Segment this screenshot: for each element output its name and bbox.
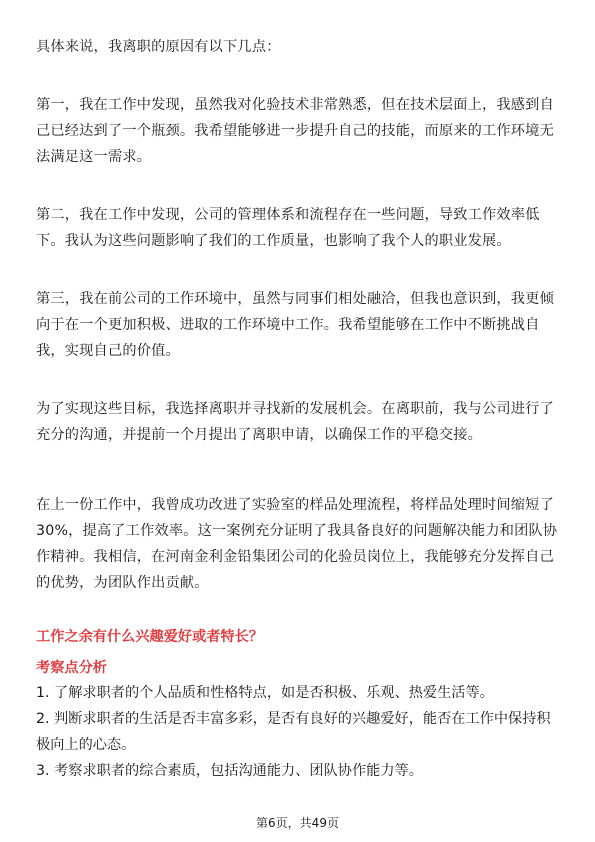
paragraph-intro: 具体来说，我离职的原因有以下几点： [36,39,281,55]
page-number: 第6页，共49页 [256,816,339,830]
list-item: 3. 考察求职者的综合素质，包括沟通能力、团队协作能力等。 [36,763,423,779]
paragraph-achievement: 在上一份工作中，我曾成功改进了实验室的样品处理流程，将样品处理时间缩短了30%，提高了工作效率。这一案例充分证明了我具备良好的问题解决能力和团队协作精神。我相信，在河南金利金铅集团公司的化验员岗位上，我能够充分发挥自己的优势，为团队作出贡献。 [36,497,558,591]
question-title: 工作之余有什么兴趣爱好或者特长？ [36,629,264,645]
analysis-heading: 考察点分析 [36,660,107,676]
paragraph-goals: 为了实现这些目标，我选择离职并寻找新的发展机会。在离职前，我与公司进行了充分的沟通，并提前一个月提出了离职申请，以确保工作的平稳交接。 [36,401,554,443]
list-item: 2. 判断求职者的生活是否丰富多彩，是否有良好的兴趣爱好，能否在工作中保持积极向上的心态。 [36,711,551,753]
paragraph-reason-3: 第三，我在前公司的工作环境中，虽然与同事们相处融洽，但我也意识到，我更倾向于在一个更加积极、进取的工作环境中工作。我希望能够在工作中不断挑战自我，实现自己的价值。 [36,291,554,359]
paragraph-reason-1: 第一，我在工作中发现，虽然我对化验技术非常熟悉，但在技术层面上，我感到自己已经达到了一个瓶颈。我希望能够进一步提升自己的技能，而原来的工作环境无法满足这一需求。 [36,97,554,165]
paragraph-reason-2: 第二，我在工作中发现，公司的管理体系和流程存在一些问题，导致工作效率低下。我认为这些问题影响了我们的工作质量，也影响了我个人的职业发展。 [36,207,540,249]
list-item: 1. 了解求职者的个人品质和性格特点，如是否积极、乐观、热爱生活等。 [36,685,494,701]
analysis-list [36,680,560,784]
